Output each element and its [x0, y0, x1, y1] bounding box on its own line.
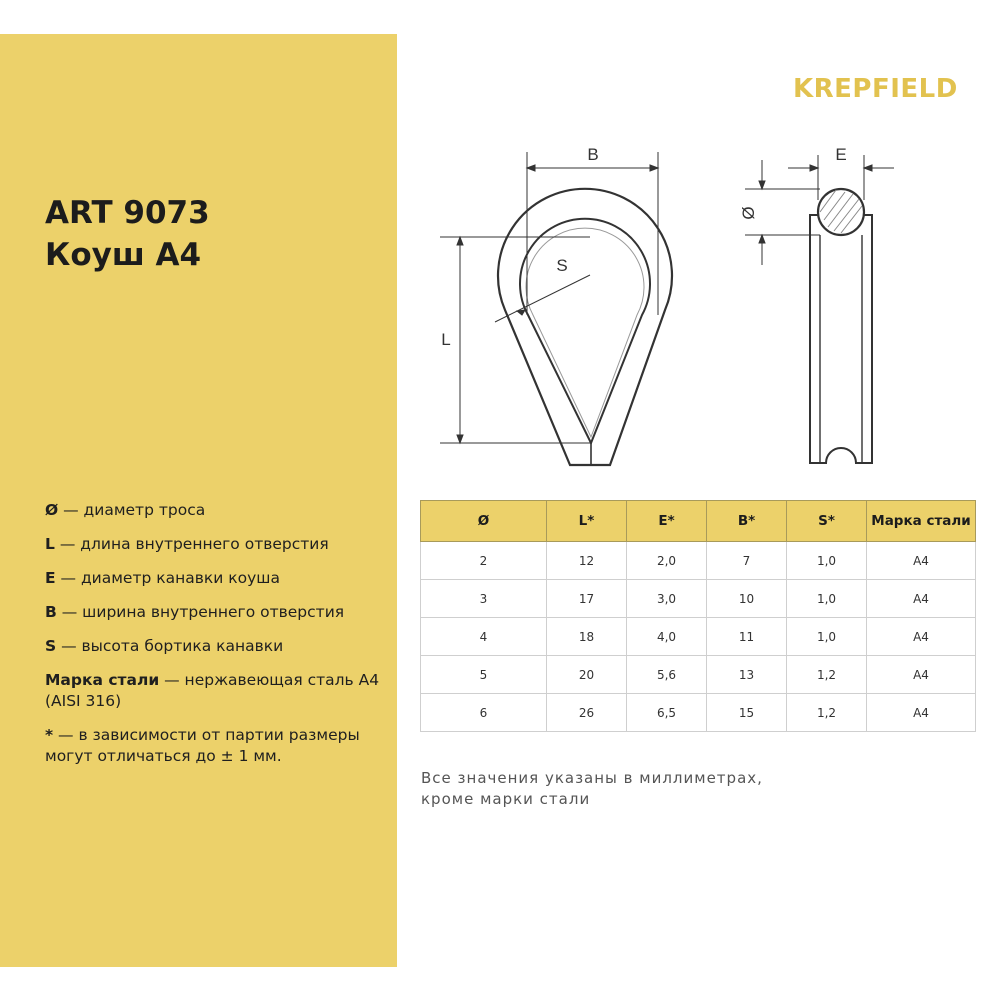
- table-cell: 5: [421, 656, 547, 694]
- header-l: L*: [547, 501, 627, 542]
- table-cell: 2: [421, 542, 547, 580]
- table-cell: 26: [547, 694, 627, 732]
- note-line-2: кроме марки стали: [421, 790, 591, 808]
- table-cell: 17: [547, 580, 627, 618]
- legend-key: *: [45, 726, 54, 744]
- thimble-side-view: [810, 189, 872, 463]
- table-cell: 1,0: [787, 618, 867, 656]
- table-row: [421, 580, 976, 618]
- header-diameter: Ø: [421, 501, 547, 542]
- label-b: B: [587, 145, 599, 164]
- legend-item: [45, 568, 390, 589]
- table-cell: 1,0: [787, 542, 867, 580]
- table-cell: 18: [547, 618, 627, 656]
- table-cell: 15: [707, 694, 787, 732]
- table-cell: А4: [867, 694, 976, 732]
- legend-text: — длина внутреннего отверстия: [54, 535, 329, 553]
- table-cell: 2,0: [627, 542, 707, 580]
- table-cell: А4: [867, 656, 976, 694]
- legend-key: B: [45, 603, 57, 621]
- header-e: E*: [627, 501, 707, 542]
- header-s: S*: [787, 501, 867, 542]
- label-e: E: [835, 145, 847, 164]
- table-row: [421, 694, 976, 732]
- table-row: [421, 656, 976, 694]
- technical-drawing: [420, 140, 980, 485]
- legend-key: Марка стали: [45, 671, 160, 689]
- thimble-front-view: [498, 189, 672, 465]
- table-cell: 1,2: [787, 694, 867, 732]
- legend: [45, 500, 390, 780]
- table-cell: 6,5: [627, 694, 707, 732]
- table-cell: 1,0: [787, 580, 867, 618]
- legend-text: — ширина внутреннего отверстия: [56, 603, 345, 621]
- table-cell: А4: [867, 618, 976, 656]
- note-line-1: Все значения указаны в миллиметрах,: [421, 769, 763, 787]
- title-name: Коуш А4: [45, 237, 202, 273]
- specs-table: [420, 500, 976, 732]
- header-steel-grade: Марка стали: [867, 501, 976, 542]
- table-cell: 13: [707, 656, 787, 694]
- table-cell: 1,2: [787, 656, 867, 694]
- table-cell: 20: [547, 656, 627, 694]
- table-cell: 12: [547, 542, 627, 580]
- legend-key: S: [45, 637, 57, 655]
- table-cell: 10: [707, 580, 787, 618]
- table-cell: 4,0: [627, 618, 707, 656]
- legend-item: [45, 670, 390, 712]
- legend-item: [45, 636, 390, 657]
- table-cell: 4: [421, 618, 547, 656]
- table-cell: А4: [867, 580, 976, 618]
- table-cell: 5,6: [627, 656, 707, 694]
- table-cell: 3: [421, 580, 547, 618]
- legend-key: Ø: [45, 501, 59, 519]
- brand-logo: KREPFIELD: [793, 74, 958, 104]
- label-l: L: [441, 330, 451, 349]
- legend-text: — диаметр канавки коуша: [55, 569, 280, 587]
- table-row: [421, 542, 976, 580]
- legend-item: [45, 725, 390, 767]
- table-cell: 7: [707, 542, 787, 580]
- legend-item: [45, 534, 390, 555]
- label-s: S: [556, 256, 568, 275]
- legend-text: — диаметр троса: [58, 501, 206, 519]
- table-row: [421, 618, 976, 656]
- legend-text: — высота бортика канавки: [56, 637, 284, 655]
- table-cell: 3,0: [627, 580, 707, 618]
- units-note: [421, 768, 763, 810]
- table-cell: 6: [421, 694, 547, 732]
- header-b: B*: [707, 501, 787, 542]
- label-diameter: Ø: [739, 206, 758, 220]
- legend-text: — в зависимости от партии размеры могут отличаться до ± 1 мм.: [45, 726, 360, 765]
- table-cell: 11: [707, 618, 787, 656]
- legend-key: L: [45, 535, 55, 553]
- legend-key: E: [45, 569, 56, 587]
- product-title: [45, 192, 210, 276]
- legend-item: [45, 602, 390, 623]
- title-art: ART 9073: [45, 195, 210, 231]
- table-header-row: [421, 501, 976, 542]
- legend-text: — нержавеющая сталь А4 (AISI 316): [45, 671, 380, 710]
- legend-item: [45, 500, 390, 521]
- table-cell: А4: [867, 542, 976, 580]
